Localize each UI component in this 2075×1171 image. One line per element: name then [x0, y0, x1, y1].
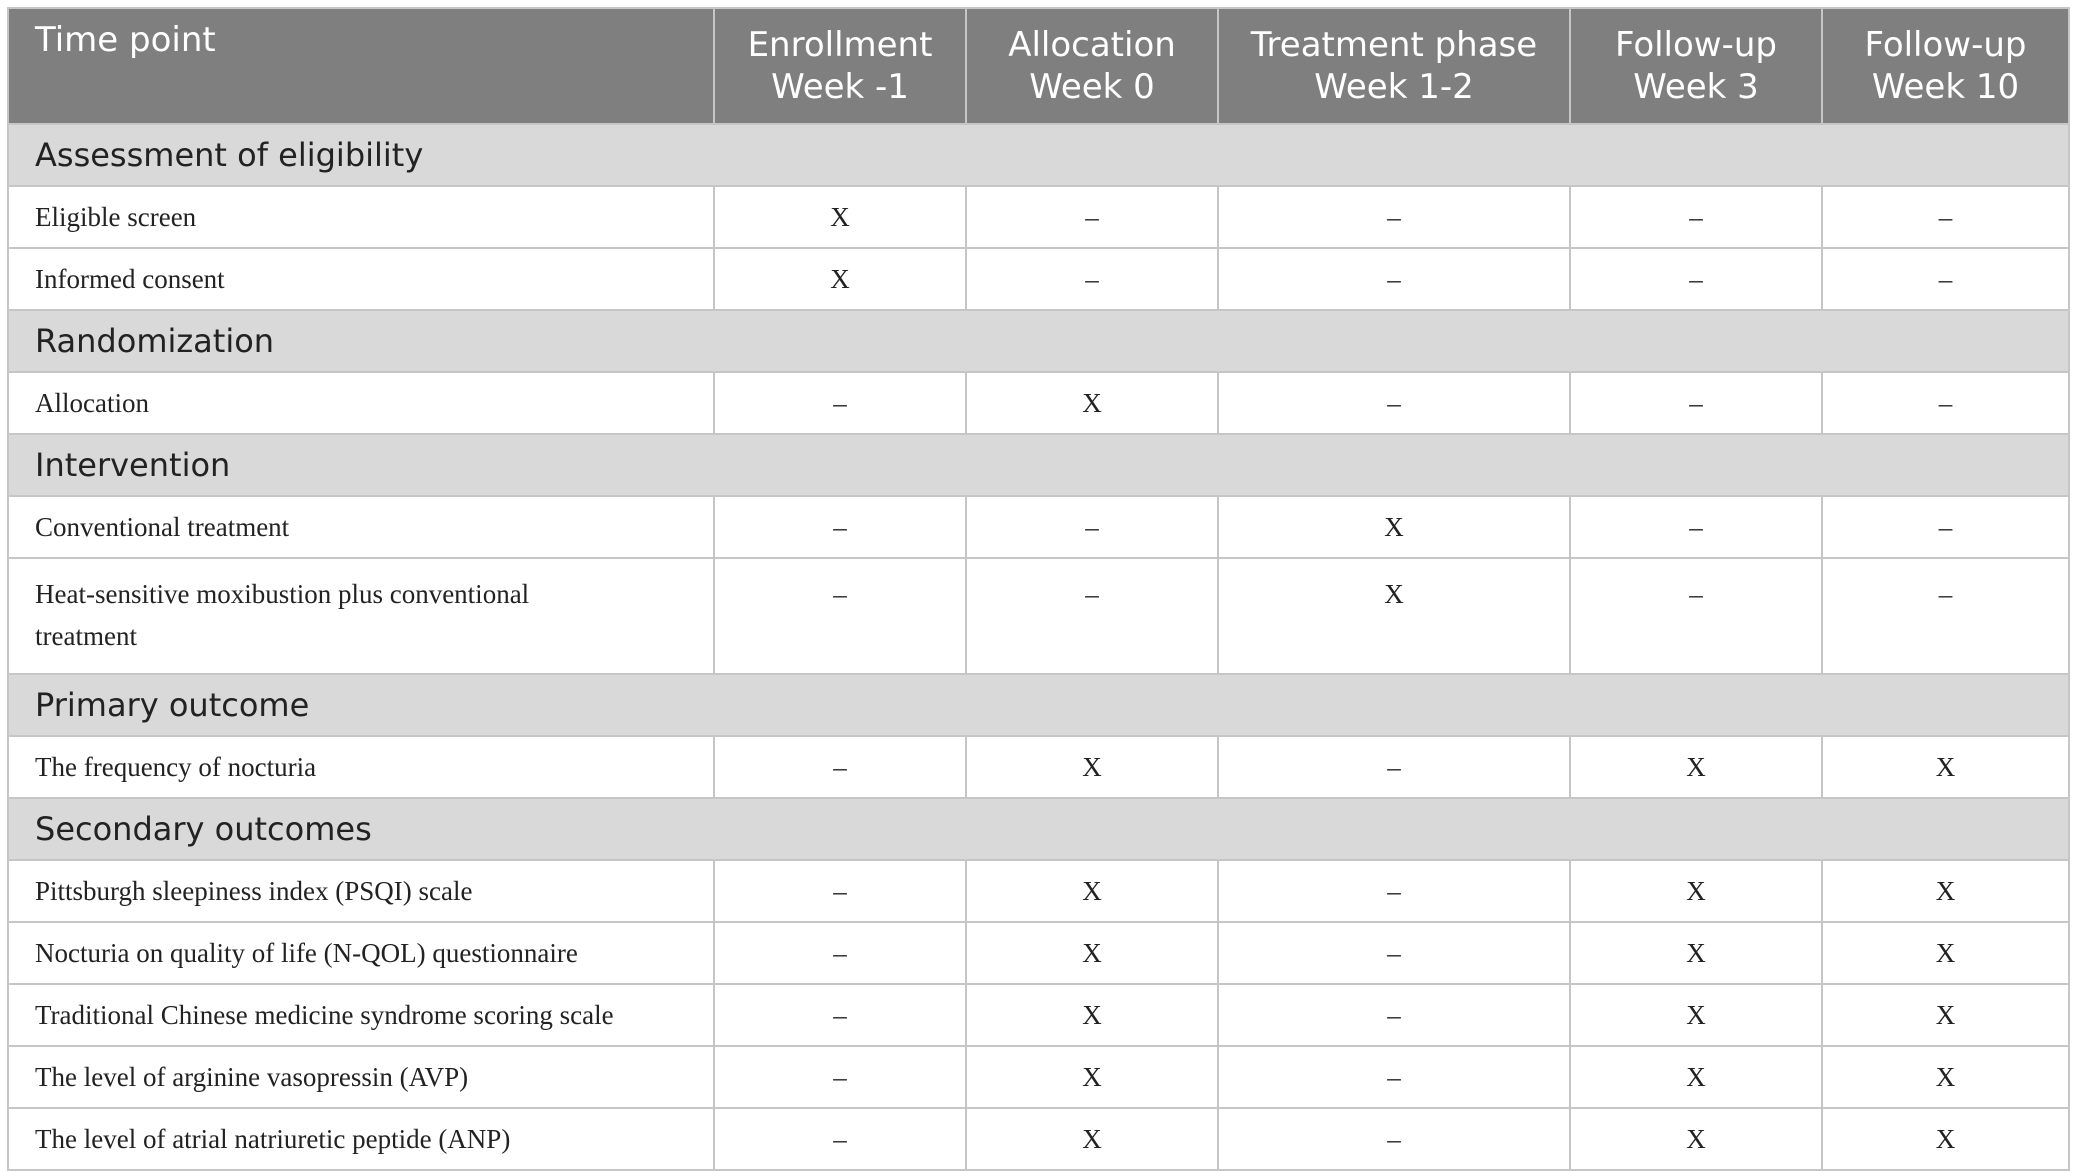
row-label: Traditional Chinese medicine syndrome scoring scale — [8, 984, 714, 1046]
header-row — [8, 8, 2069, 124]
table-row — [8, 1046, 2069, 1108]
row-label: Nocturia on quality of life (N-QOL) questionnaire — [8, 922, 714, 984]
mark-cell-enrollment: X — [714, 248, 966, 310]
mark-cell-follow-up-week-10: – — [1822, 372, 2069, 434]
schedule-table — [7, 7, 2070, 1171]
header-follow-up-week-3: Follow-up Week 3 — [1570, 8, 1822, 124]
section-title: Secondary outcomes — [8, 798, 2069, 860]
mark-cell-allocation: X — [966, 1046, 1218, 1108]
mark-cell-follow-up-week-3: X — [1570, 736, 1822, 798]
mark-cell-allocation: – — [966, 186, 1218, 248]
table-row — [8, 1108, 2069, 1170]
mark-cell-allocation: X — [966, 860, 1218, 922]
row-label: The level of atrial natriuretic peptide (ANP) — [8, 1108, 714, 1170]
mark-cell-follow-up-week-10: – — [1822, 186, 2069, 248]
mark-cell-follow-up-week-3: X — [1570, 860, 1822, 922]
header-allocation: Allocation Week 0 — [966, 8, 1218, 124]
mark-cell-enrollment: – — [714, 1046, 966, 1108]
mark-cell-allocation: X — [966, 736, 1218, 798]
mark-cell-follow-up-week-3: – — [1570, 558, 1822, 674]
mark-cell-follow-up-week-3: X — [1570, 1046, 1822, 1108]
row-label: Conventional treatment — [8, 496, 714, 558]
mark-cell-treatment-phase: X — [1218, 496, 1570, 558]
mark-cell-follow-up-week-10: X — [1822, 860, 2069, 922]
section-title: Primary outcome — [8, 674, 2069, 736]
table-row — [8, 186, 2069, 248]
table-row — [8, 736, 2069, 798]
mark-cell-enrollment: – — [714, 558, 966, 674]
mark-cell-enrollment: – — [714, 496, 966, 558]
mark-cell-follow-up-week-10: – — [1822, 248, 2069, 310]
mark-cell-follow-up-week-10: X — [1822, 984, 2069, 1046]
row-label: Allocation — [8, 372, 714, 434]
mark-cell-treatment-phase: – — [1218, 736, 1570, 798]
mark-cell-treatment-phase: – — [1218, 1108, 1570, 1170]
table-body — [8, 124, 2069, 1170]
mark-cell-allocation: – — [966, 558, 1218, 674]
header-follow-up-week-10: Follow-up Week 10 — [1822, 8, 2069, 124]
mark-cell-follow-up-week-3: X — [1570, 984, 1822, 1046]
mark-cell-follow-up-week-10: X — [1822, 1046, 2069, 1108]
section-title: Intervention — [8, 434, 2069, 496]
mark-cell-allocation: – — [966, 496, 1218, 558]
mark-cell-follow-up-week-3: X — [1570, 922, 1822, 984]
mark-cell-follow-up-week-10: X — [1822, 1108, 2069, 1170]
row-label: Informed consent — [8, 248, 714, 310]
mark-cell-follow-up-week-10: – — [1822, 558, 2069, 674]
mark-cell-follow-up-week-3: – — [1570, 186, 1822, 248]
row-label: Heat-sensitive moxibustion plus conventional treatment — [8, 558, 714, 674]
mark-cell-treatment-phase: – — [1218, 860, 1570, 922]
section-header-row — [8, 434, 2069, 496]
mark-cell-follow-up-week-10: X — [1822, 922, 2069, 984]
header-time-point: Time point — [8, 8, 714, 124]
mark-cell-treatment-phase: – — [1218, 1046, 1570, 1108]
mark-cell-follow-up-week-3: – — [1570, 496, 1822, 558]
mark-cell-allocation: X — [966, 984, 1218, 1046]
row-label: The level of arginine vasopressin (AVP) — [8, 1046, 714, 1108]
header-treatment-phase: Treatment phase Week 1-2 — [1218, 8, 1570, 124]
table-row — [8, 922, 2069, 984]
mark-cell-enrollment: X — [714, 186, 966, 248]
mark-cell-enrollment: – — [714, 860, 966, 922]
table-row — [8, 372, 2069, 434]
section-header-row — [8, 674, 2069, 736]
table-row — [8, 496, 2069, 558]
mark-cell-follow-up-week-3: – — [1570, 248, 1822, 310]
mark-cell-follow-up-week-10: – — [1822, 496, 2069, 558]
mark-cell-follow-up-week-3: X — [1570, 1108, 1822, 1170]
mark-cell-treatment-phase: – — [1218, 248, 1570, 310]
mark-cell-treatment-phase: – — [1218, 186, 1570, 248]
mark-cell-enrollment: – — [714, 922, 966, 984]
mark-cell-enrollment: – — [714, 1108, 966, 1170]
section-header-row — [8, 310, 2069, 372]
table-row — [8, 248, 2069, 310]
row-label: Eligible screen — [8, 186, 714, 248]
mark-cell-enrollment: – — [714, 984, 966, 1046]
mark-cell-allocation: – — [966, 248, 1218, 310]
mark-cell-allocation: X — [966, 922, 1218, 984]
table-row — [8, 984, 2069, 1046]
mark-cell-treatment-phase: – — [1218, 372, 1570, 434]
mark-cell-allocation: X — [966, 372, 1218, 434]
mark-cell-allocation: X — [966, 1108, 1218, 1170]
row-label: The frequency of nocturia — [8, 736, 714, 798]
mark-cell-enrollment: – — [714, 736, 966, 798]
mark-cell-treatment-phase: – — [1218, 984, 1570, 1046]
table-row — [8, 860, 2069, 922]
section-header-row — [8, 798, 2069, 860]
section-header-row — [8, 124, 2069, 186]
mark-cell-enrollment: – — [714, 372, 966, 434]
schedule-table-container — [7, 7, 2068, 1171]
mark-cell-follow-up-week-3: – — [1570, 372, 1822, 434]
header-enrollment: Enrollment Week -1 — [714, 8, 966, 124]
mark-cell-follow-up-week-10: X — [1822, 736, 2069, 798]
table-row — [8, 558, 2069, 674]
mark-cell-treatment-phase: – — [1218, 922, 1570, 984]
mark-cell-treatment-phase: X — [1218, 558, 1570, 674]
section-title: Randomization — [8, 310, 2069, 372]
section-title: Assessment of eligibility — [8, 124, 2069, 186]
row-label: Pittsburgh sleepiness index (PSQI) scale — [8, 860, 714, 922]
